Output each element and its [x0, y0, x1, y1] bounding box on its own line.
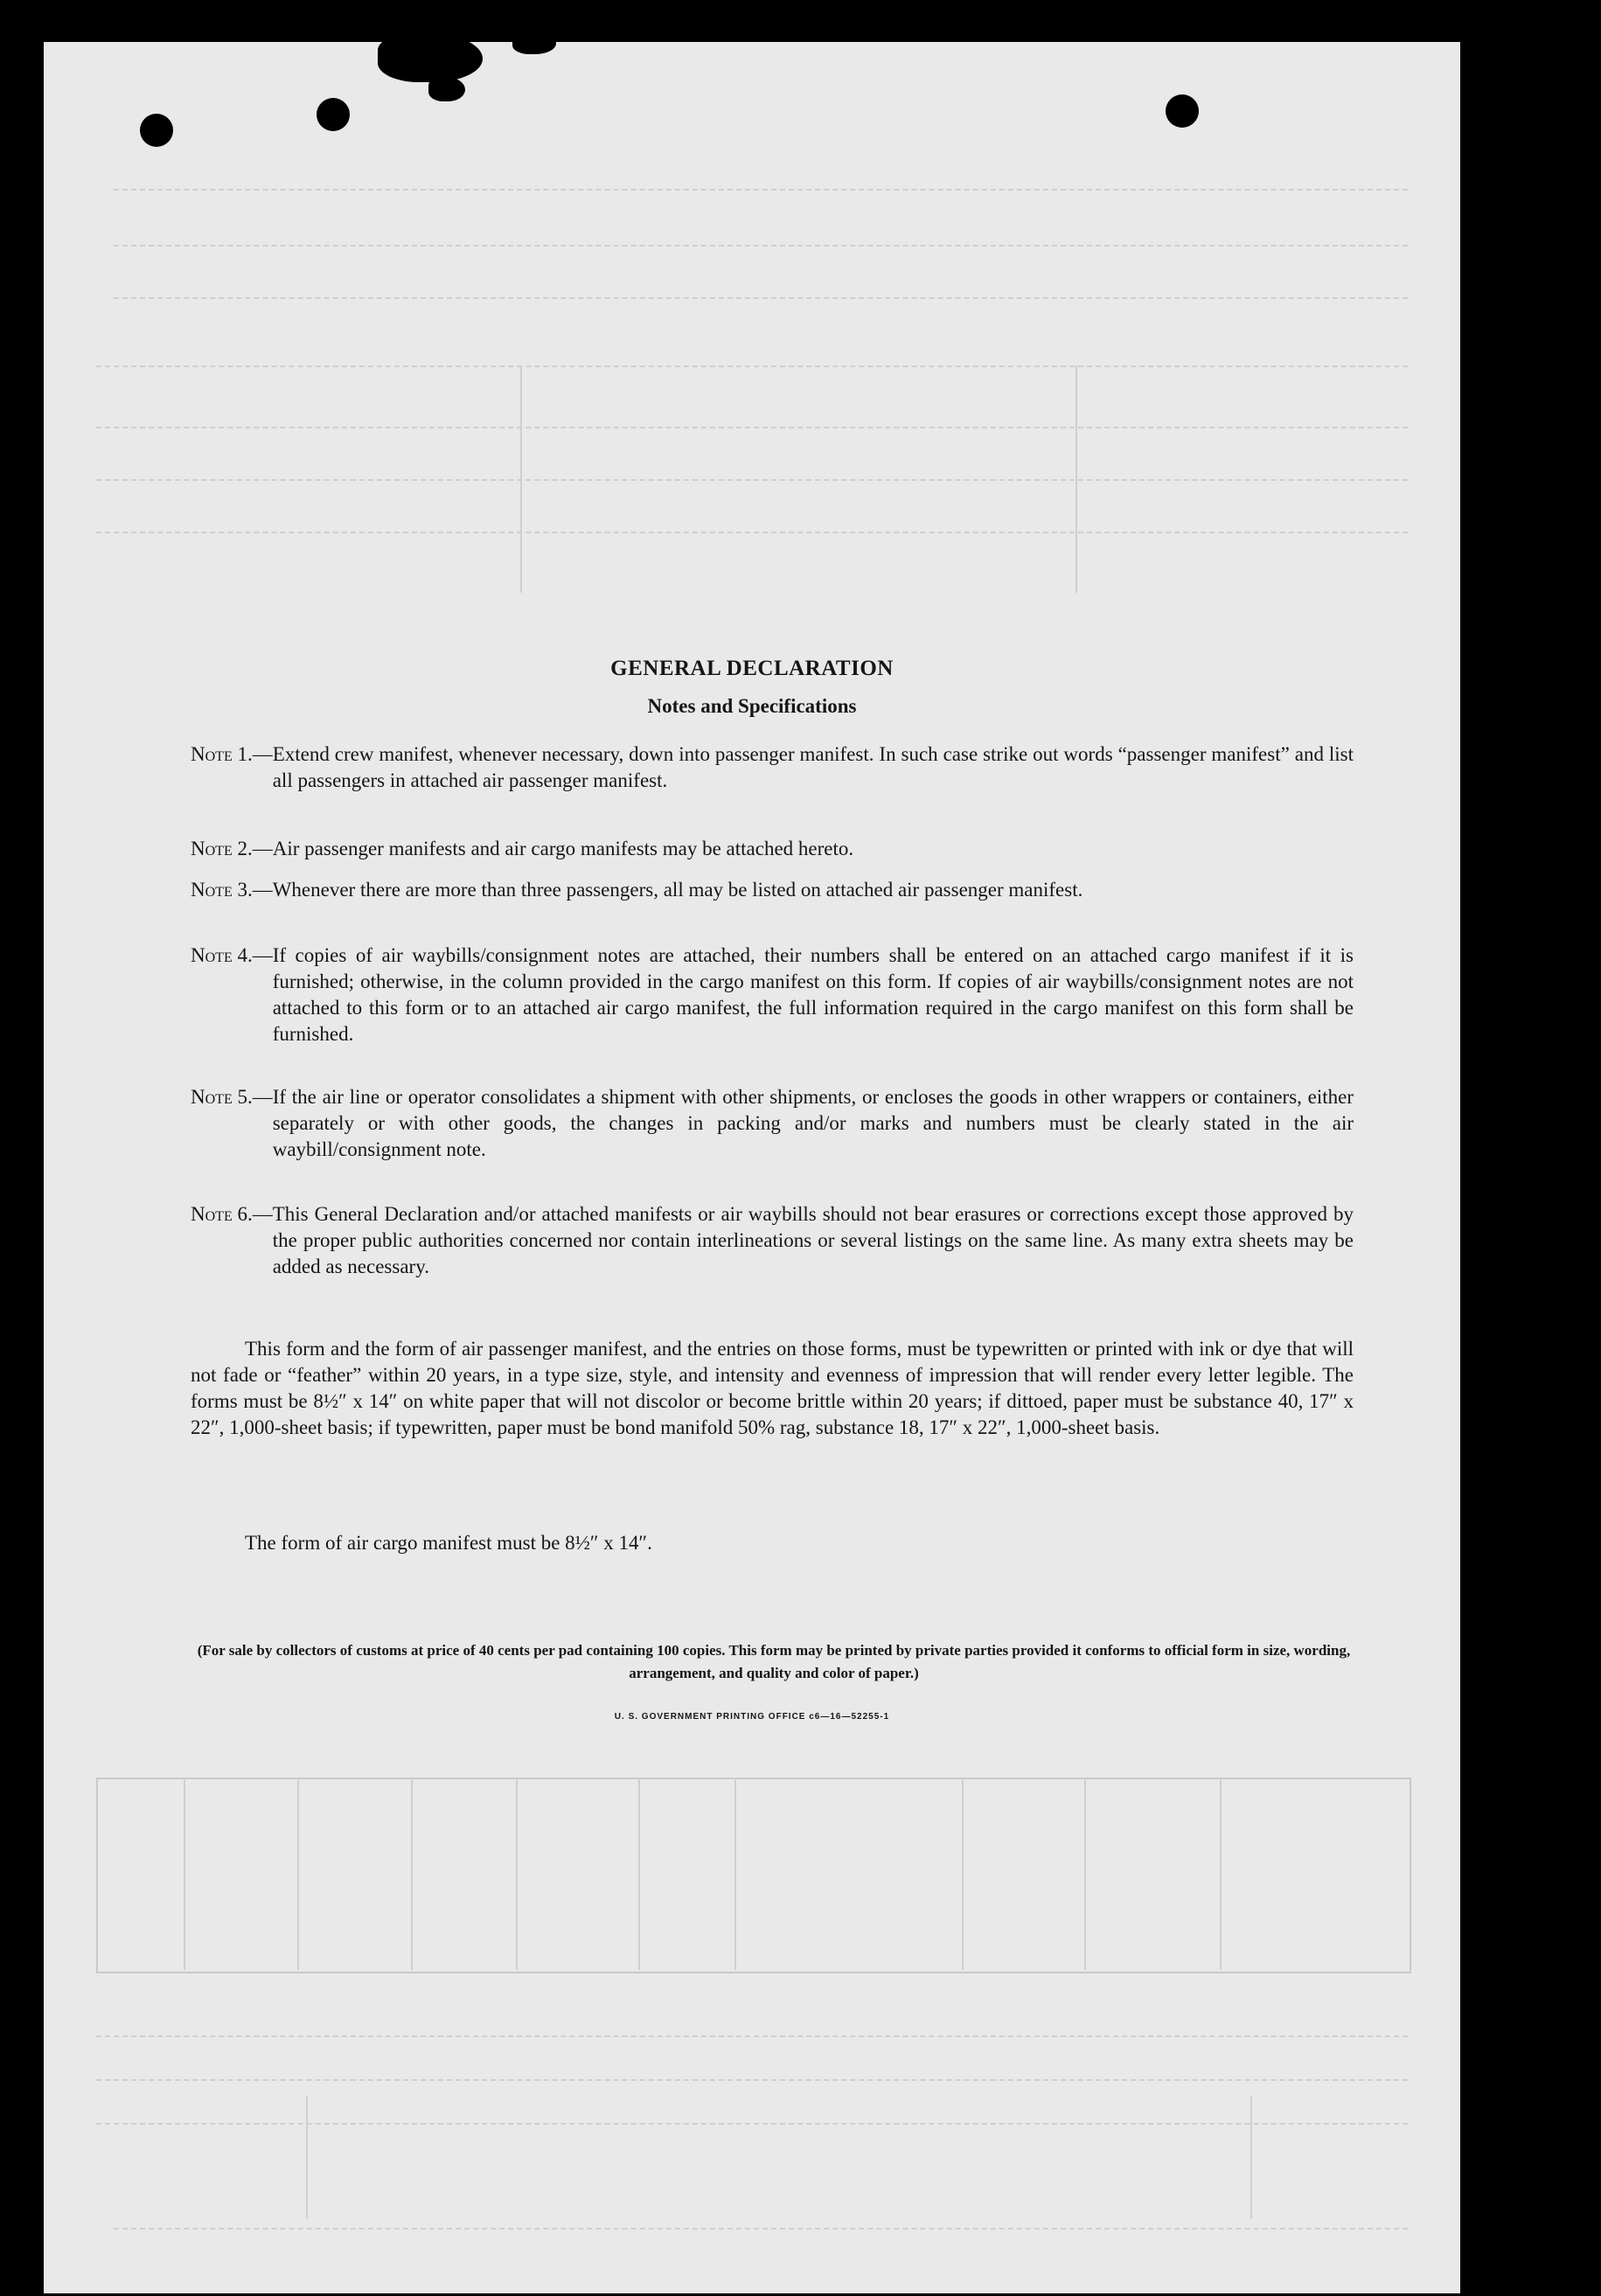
sale-notice: (For sale by collectors of customs at price of 40 cents per pad containing 100 copies. This form may be printed by private parties provided it conforms to official form in size, wording, arrangement, and quality and color of paper.): [197, 1642, 1351, 1681]
document-title: GENERAL DECLARATION: [610, 657, 894, 680]
document-subtitle: Notes and Specifications: [647, 695, 857, 717]
note-label: Note 5.—: [191, 1086, 273, 1108]
document-sheet: [44, 42, 1460, 2293]
note-6: [191, 1201, 1354, 1280]
printer-line: U. S. GOVERNMENT PRINTING OFFICE c6—16—52255-1: [614, 1712, 890, 1722]
note-1: [191, 741, 1354, 794]
note-label: Note 4.—: [191, 944, 273, 966]
note-text: If copies of air waybills/consignment notes are attached, their numbers shall be entered on an attached cargo manifest if it is furnished; otherwise, in the column provided in the cargo manifest on this form. If copies of air waybills/consignment notes are not attached to this form or to an attached air cargo manifest, the full information required in the cargo manifest on this form shall be furnished.: [272, 944, 1354, 1045]
note-text: This General Declaration and/or attached manifests or air waybills should not bear erasures or corrections except those approved by the proper public authorities concerned nor contain interlineations or several listings on the same line. As many extra sheets may be added as necessary.: [272, 1203, 1354, 1277]
note-label: Note 1.—: [191, 743, 273, 765]
note-label: Note 6.—: [191, 1203, 273, 1225]
notes-section: [44, 42, 1460, 2293]
note-3: [191, 877, 1354, 903]
note-text: If the air line or operator consolidates a shipment with other shipments, or encloses the goods in other wrappers or containers, either separately or with other goods, the changes in packing and/or marks and numbers must be clearly stated in the air waybill/consignment note.: [272, 1086, 1354, 1160]
cargo-manifest-size-line: The form of air cargo manifest must be 8½″ x 14″.: [245, 1532, 652, 1554]
note-label: Note 3.—: [191, 879, 273, 901]
note-text: Extend crew manifest, whenever necessary, down into passenger manifest. In such case strike out words “passenger manifest” and list all passengers in attached air passenger manifest.: [272, 743, 1354, 791]
note-text: Air passenger manifests and air cargo manifests may be attached hereto.: [272, 838, 854, 859]
format-specification-paragraph: This form and the form of air passenger manifest, and the entries on those forms, must be typewritten or printed with ink or dye that will not fade or “feather” within 20 years, in a type size, style, and intensity and evenness of impression that will render every letter legible. The forms must be 8½″ x 14″ on white paper that will not discolor or become brittle within 20 years; if dittoed, paper must be substance 40, 17″ x 22″, 1,000-sheet basis; if typewritten, paper must be bond manifold 50% rag, substance 18, 17″ x 22″, 1,000-sheet basis.: [191, 1338, 1354, 1438]
note-label: Note 2.—: [191, 838, 273, 859]
note-5: [191, 1084, 1354, 1163]
note-4: [191, 943, 1354, 1047]
note-2: [191, 836, 1354, 862]
note-text: Whenever there are more than three passengers, all may be listed on attached air passenger manifest.: [272, 879, 1083, 901]
